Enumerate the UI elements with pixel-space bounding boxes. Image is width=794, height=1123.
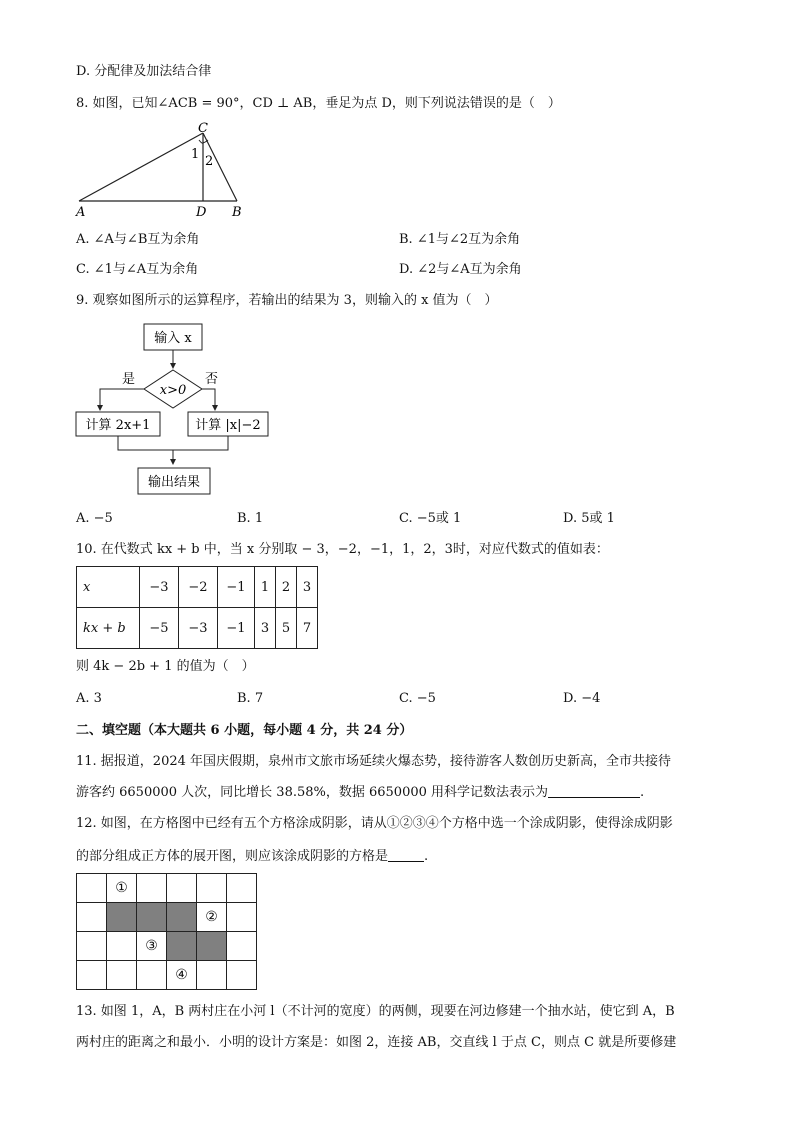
q9-option-b: B. 1 — [237, 511, 264, 526]
q12-answer-blank[interactable] — [388, 847, 424, 862]
section-heading: 二、填空题（本大题共 6 小题，每小题 4 分，共 24 分） — [76, 723, 413, 738]
flow-input: 输入 x — [154, 331, 192, 346]
grid-cell-labeled: ② — [197, 903, 227, 932]
q8-triangle-figure — [70, 118, 250, 223]
grid-cell — [227, 903, 257, 932]
q9-flowchart — [70, 318, 280, 498]
flow-left-box: 计算 2x+1 — [85, 418, 151, 433]
table-cell: 2 — [276, 567, 297, 608]
q12-tail: . — [424, 849, 429, 864]
grid-cell-labeled: ④ — [167, 961, 197, 990]
q11-tail: . — [640, 785, 645, 800]
q11-line2-text: 游客约 6650000 人次，同比增长 38.58%，数据 6650000 用科学记数法表示为 — [76, 785, 549, 800]
q9-option-d: D. 5或 1 — [563, 511, 615, 526]
table-cell: −3 — [179, 608, 218, 649]
grid-cell — [107, 932, 137, 961]
flow-right-box: 计算 |x|−2 — [195, 418, 261, 433]
grid-cell — [227, 961, 257, 990]
label-c: C — [198, 121, 208, 136]
q8-option-d: D. ∠2与∠A互为余角 — [399, 262, 522, 277]
table-cell: −5 — [140, 608, 179, 649]
flow-condition: x>0 — [159, 383, 187, 398]
q10-option-b: B. 7 — [237, 691, 264, 706]
table-cell: 3 — [297, 567, 318, 608]
table-cell: 3 — [255, 608, 276, 649]
table-cell: 7 — [297, 608, 318, 649]
grid-cell-shaded — [107, 903, 137, 932]
q7-option-d: D. 分配律及加法结合律 — [76, 64, 212, 79]
q12-line1: 12. 如图，在方格图中已经有五个方格涂成阴影，请从①②③④个方格中选一个涂成阴影，使得涂成阴影 — [76, 816, 673, 831]
grid-cell — [197, 874, 227, 903]
grid-cell — [167, 874, 197, 903]
q11-line2 — [76, 783, 644, 802]
flow-yes: 是 — [122, 372, 136, 387]
flow-output: 输出结果 — [147, 475, 201, 490]
label-b: B — [232, 205, 242, 220]
grid-cell — [77, 932, 107, 961]
label-angle-2: 2 — [205, 154, 214, 169]
grid-cell — [77, 961, 107, 990]
grid-cell — [137, 961, 167, 990]
grid-cell — [137, 874, 167, 903]
q11-answer-blank[interactable] — [548, 783, 640, 798]
table-row — [77, 567, 318, 608]
q12-square-grid — [76, 873, 257, 990]
table-cell: −1 — [218, 608, 255, 649]
grid-cell — [227, 932, 257, 961]
q9-option-a: A. −5 — [76, 511, 113, 526]
label-d: D — [196, 205, 207, 220]
q10-option-c: C. −5 — [399, 691, 436, 706]
grid-cell — [107, 961, 137, 990]
q9-option-c: C. −5或 1 — [399, 511, 462, 526]
q10-option-a: A. 3 — [76, 691, 102, 706]
q13-line2: 两村庄的距离之和最小．小明的设计方案是：如图 2，连接 AB，交直线 l 于点 C，则点 C 就是所要修建 — [76, 1035, 677, 1050]
grid-cell-shaded — [197, 932, 227, 961]
flow-no: 否 — [205, 372, 219, 387]
table-row — [77, 608, 318, 649]
q8-option-c: C. ∠1与∠A互为余角 — [76, 262, 199, 277]
q11-line1: 11. 据报道，2024 年国庆假期，泉州市文旅市场延续火爆态势，接待游客人数创历史新高，全市共接待 — [76, 754, 672, 769]
q8-stem: 8. 如图，已知∠ACB = 90°，CD ⊥ AB，垂足为点 D，则下列说法错误的是（ ） — [76, 96, 561, 111]
grid-cell — [197, 961, 227, 990]
grid-cell — [77, 903, 107, 932]
grid-cell-labeled: ① — [107, 874, 137, 903]
q9-stem: 9. 观察如图所示的运算程序，若输出的结果为 3，则输入的 x 值为（ ） — [76, 293, 498, 308]
q13-line1: 13. 如图 1，A，B 两村庄在小河 l（不计河的宽度）的两侧，现要在河边修建一个抽水站，使它到 A，B — [76, 1004, 675, 1019]
grid-cell-shaded — [167, 903, 197, 932]
table-cell: −1 — [218, 567, 255, 608]
q10-value-table — [76, 566, 318, 649]
grid-cell-shaded — [167, 932, 197, 961]
table-cell: kx + b — [77, 608, 140, 649]
q12-line2-text: 的部分组成正方体的展开图，则应该涂成阴影的方格是 — [76, 849, 389, 864]
grid-cell — [227, 874, 257, 903]
table-cell: −2 — [179, 567, 218, 608]
q12-line2 — [76, 847, 428, 866]
table-cell: x — [77, 567, 140, 608]
label-a: A — [76, 205, 86, 220]
q10-stem: 10. 在代数式 kx + b 中，当 x 分别取 − 3，−2，−1，1，2，3时，对应代数式的值如表： — [76, 542, 609, 557]
grid-cell-shaded — [137, 903, 167, 932]
table-cell: 5 — [276, 608, 297, 649]
table-cell: 1 — [255, 567, 276, 608]
q10-ask: 则 4k − 2b + 1 的值为（ ） — [76, 659, 255, 674]
q10-option-d: D. −4 — [563, 691, 601, 706]
q8-option-b: B. ∠1与∠2互为余角 — [399, 232, 521, 247]
q8-option-a: A. ∠A与∠B互为余角 — [76, 232, 200, 247]
label-angle-1: 1 — [191, 147, 200, 162]
grid-cell — [77, 874, 107, 903]
grid-cell-labeled: ③ — [137, 932, 167, 961]
table-cell: −3 — [140, 567, 179, 608]
